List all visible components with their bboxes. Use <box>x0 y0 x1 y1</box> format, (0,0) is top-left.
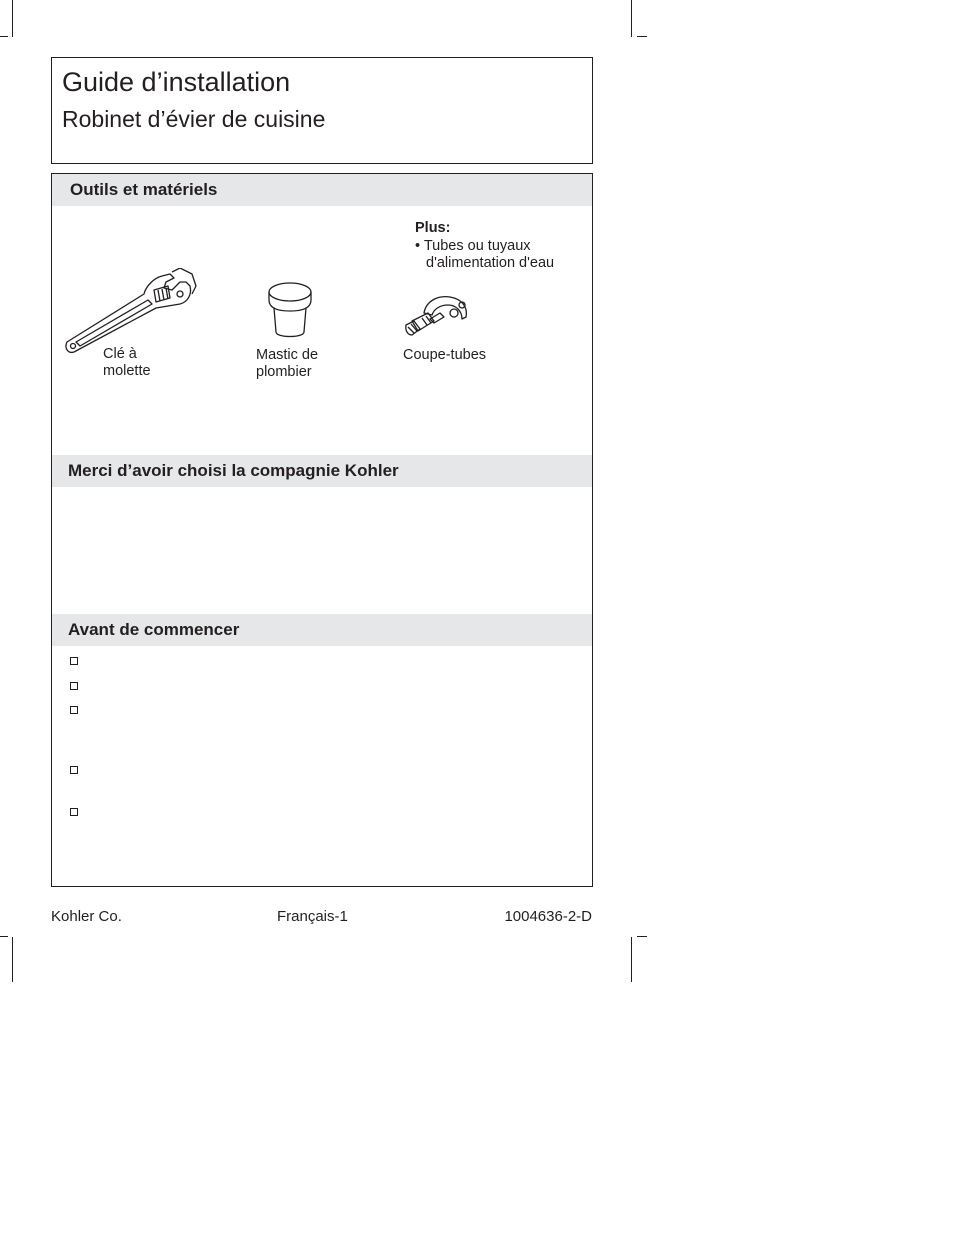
crop-mark <box>631 0 632 37</box>
title-box <box>51 57 593 164</box>
checkbox[interactable] <box>70 682 78 690</box>
tube-cutter-icon <box>404 291 470 339</box>
footer-company: Kohler Co. <box>51 908 122 925</box>
section-heading-thanks: Merci d’avoir choisi la compagnie Kohler <box>52 455 592 487</box>
plus-item-line1: • Tubes ou tuyaux <box>415 237 531 254</box>
crop-mark <box>0 936 8 937</box>
tool-label-putty: Mastic de plombier <box>256 347 319 380</box>
crop-mark <box>631 937 632 982</box>
crop-mark <box>637 36 647 37</box>
section-heading-tools: Outils et matériels <box>52 174 592 206</box>
crop-mark <box>637 936 647 937</box>
tool-label-tube-cutter: Coupe-tubes <box>403 347 487 363</box>
page-subtitle: Robinet d’évier de cuisine <box>62 106 326 132</box>
plus-label: Plus: <box>415 220 451 236</box>
footer-document-number: 1004636-2-D <box>504 908 592 925</box>
crop-mark <box>12 0 13 37</box>
checkbox[interactable] <box>70 657 78 665</box>
plus-list <box>415 220 554 273</box>
plumbers-putty-icon <box>266 280 314 342</box>
checkbox[interactable] <box>70 766 78 774</box>
checkbox[interactable] <box>70 808 78 816</box>
tool-label-wrench: Clé à molette <box>103 346 151 379</box>
crop-mark <box>0 36 8 37</box>
footer-page-number: Français-1 <box>277 908 348 925</box>
crop-mark <box>12 937 13 982</box>
content-box <box>51 173 593 887</box>
adjustable-wrench-icon <box>62 268 202 354</box>
plus-item-line2: d'alimentation d'eau <box>426 255 555 271</box>
checkbox[interactable] <box>70 706 78 714</box>
section-heading-before: Avant de commencer <box>52 614 592 646</box>
page-title: Guide d’installation <box>62 67 291 97</box>
